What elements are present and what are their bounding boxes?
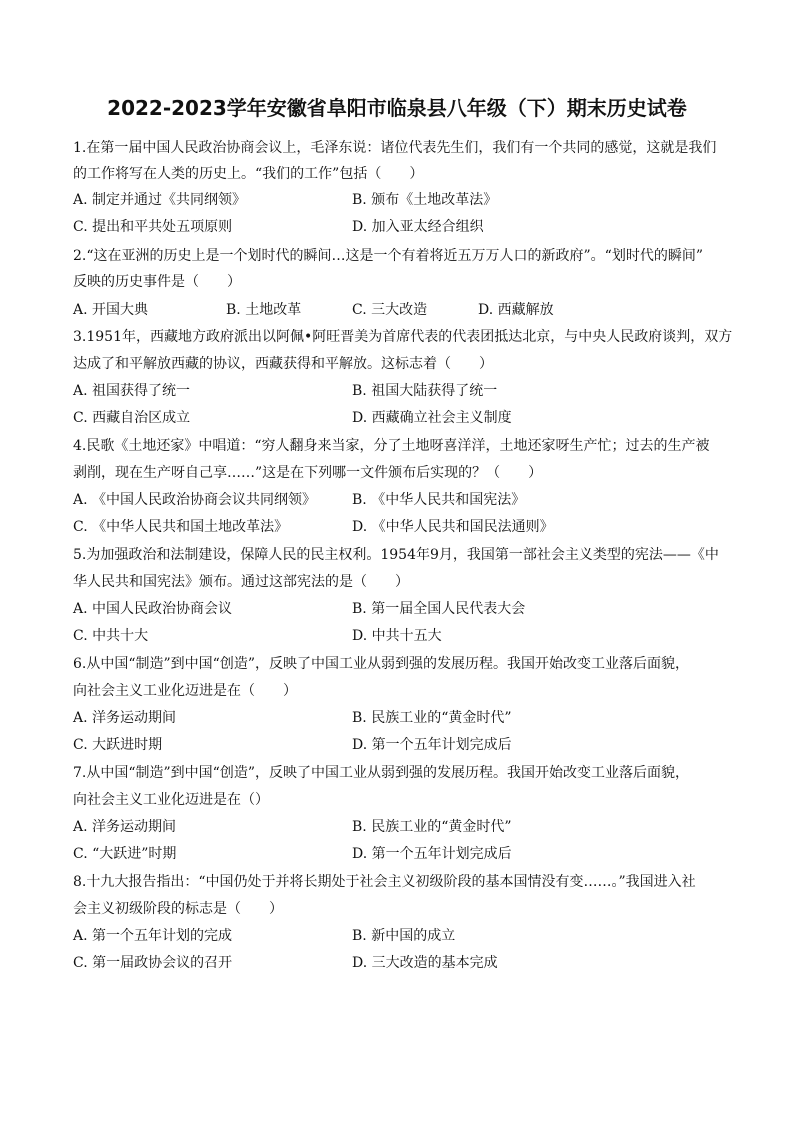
question-1-line-2: 的工作将写在人类的历史上。“我们的工作”包括（ ） bbox=[73, 166, 424, 182]
question-5-option-a: A. 中国人民政治协商会议 bbox=[73, 601, 233, 617]
question-7-line-1: 7.从中国“制造”到中国“创造”，反映了中国工业从弱到强的发展历程。我国开始改变工业落后面貌， bbox=[73, 765, 689, 781]
question-6-option-c: C. 大跃进时期 bbox=[73, 737, 163, 753]
question-2-line-1: 2.“这在亚洲的历史上是一个划时代的瞬间…这是一个有着将近五万万人口的新政府”。“划时代的瞬间” bbox=[73, 248, 703, 264]
question-4-option-b: B. 《中华人民共和国宪法》 bbox=[352, 492, 526, 508]
question-2-line-2: 反映的历史事件是（ ） bbox=[73, 274, 241, 290]
exam-title: 2022-2023学年安徽省阜阳市临泉县八年级（下）期末历史试卷 bbox=[107, 96, 687, 120]
question-1-line-1: 1.在第一届中国人民政治协商会议上，毛泽东说：诸位代表先生们，我们有一个共同的感觉，这就是我们 bbox=[73, 140, 717, 156]
question-5-option-d: D. 中共十五大 bbox=[352, 628, 442, 644]
question-5-option-c: C. 中共十大 bbox=[73, 628, 149, 644]
question-7-option-a: A. 洋务运动期间 bbox=[73, 819, 177, 835]
question-8-option-d: D. 三大改造的基本完成 bbox=[352, 955, 498, 971]
question-6-line-1: 6.从中国“制造”到中国“创造”，反映了中国工业从弱到强的发展历程。我国开始改变工业落后面貌， bbox=[73, 656, 689, 672]
question-2-option-a: A. 开国大典 bbox=[73, 302, 149, 318]
question-6-option-a: A. 洋务运动期间 bbox=[73, 710, 177, 726]
question-3-option-d: D. 西藏确立社会主义制度 bbox=[352, 410, 512, 426]
question-4-option-a: A. 《中国人民政治协商会议共同纲领》 bbox=[73, 492, 317, 508]
question-5-option-b: B. 第一届全国人民代表大会 bbox=[352, 601, 526, 617]
question-7-option-d: D. 第一个五年计划完成后 bbox=[352, 846, 512, 862]
question-5-line-2: 华人民共和国宪法》颁布。通过这部宪法的是（ ） bbox=[73, 574, 409, 590]
question-8-option-a: A. 第一个五年计划的完成 bbox=[73, 928, 233, 944]
question-4-line-2: 剥削，现在生产呀自己享……”这是在下列哪一文件颁布后实现的？（ ） bbox=[73, 465, 543, 481]
question-4-option-d: D. 《中华人民共和国民法通则》 bbox=[352, 519, 554, 535]
question-3-option-a: A. 祖国获得了统一 bbox=[73, 383, 191, 399]
question-7-line-2: 向社会主义工业化迈进是在（） bbox=[73, 792, 269, 808]
question-6-option-b: B. 民族工业的“黄金时代” bbox=[352, 710, 512, 726]
question-6-line-2: 向社会主义工业化迈进是在（ ） bbox=[73, 683, 297, 699]
question-8-line-2: 会主义初级阶段的标志是（ ） bbox=[73, 901, 283, 917]
question-5-line-1: 5.为加强政治和法制建设，保障人民的民主权利。1954年9月，我国第一部社会主义类型的宪法——《中 bbox=[73, 547, 719, 563]
question-4-option-c: C. 《中华人民共和国土地改革法》 bbox=[73, 519, 289, 535]
question-1-option-d: D. 加入亚太经合组织 bbox=[352, 219, 484, 235]
question-1-option-c: C. 提出和平共处五项原则 bbox=[73, 219, 233, 235]
question-8-line-1: 8.十九大报告指出：“中国仍处于并将长期处于社会主义初级阶段的基本国情没有变……。”我国进入社 bbox=[73, 874, 696, 890]
question-3-line-1: 3.1951年，西藏地方政府派出以阿佩•阿旺晋美为首席代表的代表团抵达北京，与中央人民政府谈判，双方 bbox=[73, 329, 733, 345]
question-2-option-c: C. 三大改造 bbox=[352, 302, 428, 318]
question-2-option-b: B. 土地改革 bbox=[226, 302, 302, 318]
question-3-option-c: C. 西藏自治区成立 bbox=[73, 410, 191, 426]
question-8-option-c: C. 第一届政协会议的召开 bbox=[73, 955, 233, 971]
question-3-line-2: 达成了和平解放西藏的协议，西藏获得和平解放。这标志着（ ） bbox=[73, 356, 493, 372]
question-2-option-d: D. 西藏解放 bbox=[478, 302, 554, 318]
question-1-option-b: B. 颁布《土地改革法》 bbox=[352, 192, 498, 208]
question-7-option-b: B. 民族工业的“黄金时代” bbox=[352, 819, 512, 835]
question-6-option-d: D. 第一个五年计划完成后 bbox=[352, 737, 512, 753]
question-8-option-b: B. 新中国的成立 bbox=[352, 928, 456, 944]
question-7-option-c: C. “大跃进”时期 bbox=[73, 846, 177, 862]
question-3-option-b: B. 祖国大陆获得了统一 bbox=[352, 383, 498, 399]
question-1-option-a: A. 制定并通过《共同纲领》 bbox=[73, 192, 247, 208]
question-4-line-1: 4.民歌《土地还家》中唱道：“穷人翻身来当家，分了土地呀喜洋洋，土地还家呀生产忙；过去的生产被 bbox=[73, 438, 710, 454]
